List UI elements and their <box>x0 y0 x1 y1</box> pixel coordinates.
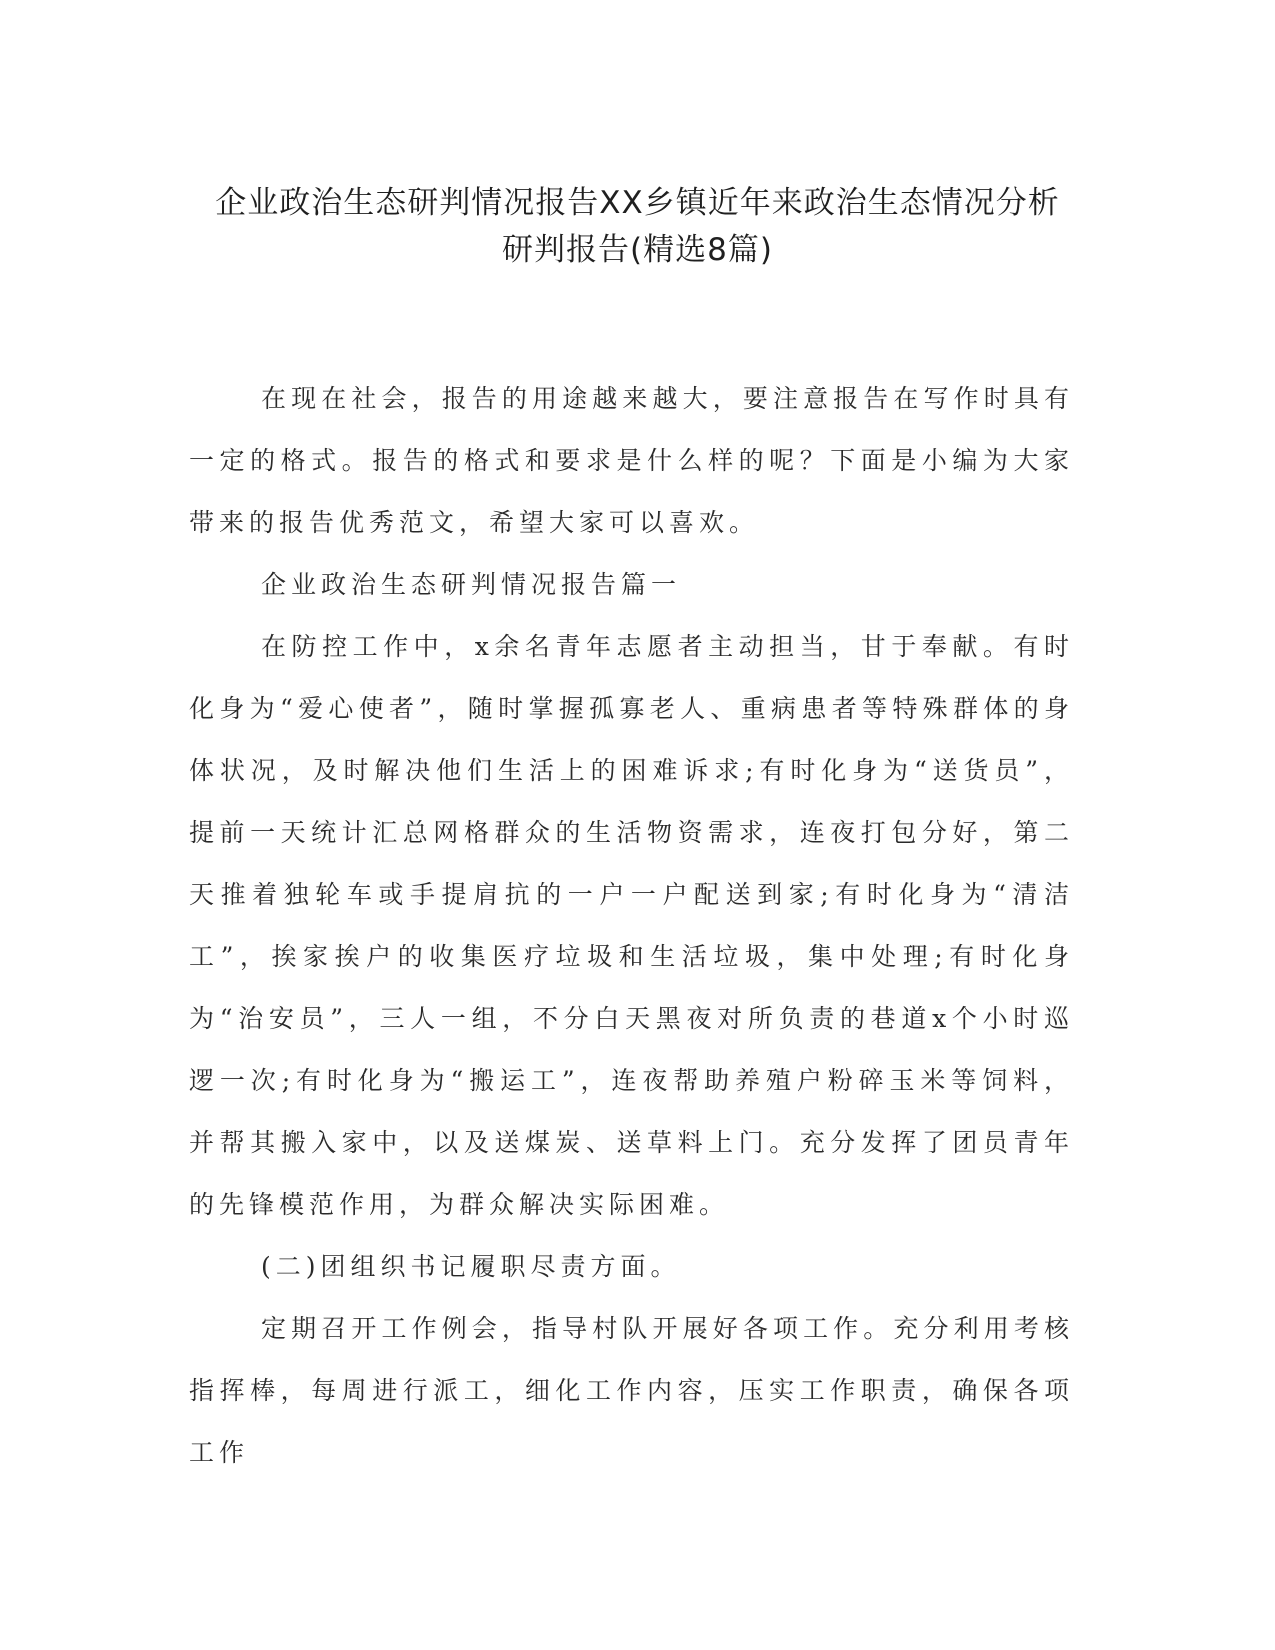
title-line-2: 研判报告(精选8篇) <box>502 232 773 268</box>
body-paragraph: 在防控工作中，x余名青年志愿者主动担当，甘于奉献。有时化身为“爱心使者”，随时掌握孤寡老人、重病患者等特殊群体的身体状况，及时解决他们生活上的困难诉求;有时化身为“送货员”，提前一天统计汇总网格群众的生活物资需求，连夜打包分好，第二天推着独轮车或手提肩抗的一户一户配送到家;有时化身为“清洁工”，挨家挨户的收集医疗垃圾和生活垃圾，集中处理;有时化身为“治安员”，三人一组，不分白天黑夜对所负责的巷道x个小时巡逻一次;有时化身为“搬运工”，连夜帮助养殖户粉碎玉米等饲料，并帮其搬入家中，以及送煤炭、送草料上门。充分发挥了团员青年的先锋模范作用，为群众解决实际困难。 <box>189 632 1074 1219</box>
subsection-heading: (二)团组织书记履职尽责方面。 <box>261 1252 681 1281</box>
document-title <box>150 180 1125 274</box>
document-body <box>189 368 1074 1484</box>
title-line-1: 企业政治生态研判情况报告XX乡镇近年来政治生态情况分析 <box>215 185 1060 221</box>
intro-paragraph: 在现在社会，报告的用途越来越大，要注意报告在写作时具有一定的格式。报告的格式和要求是什么样的呢？下面是小编为大家带来的报告优秀范文，希望大家可以喜欢。 <box>189 384 1074 537</box>
body-paragraph: 定期召开工作例会，指导村队开展好各项工作。充分利用考核指挥棒，每周进行派工，细化工作内容，压实工作职责，确保各项工作 <box>189 1314 1074 1467</box>
section-heading: 企业政治生态研判情况报告篇一 <box>261 570 682 599</box>
